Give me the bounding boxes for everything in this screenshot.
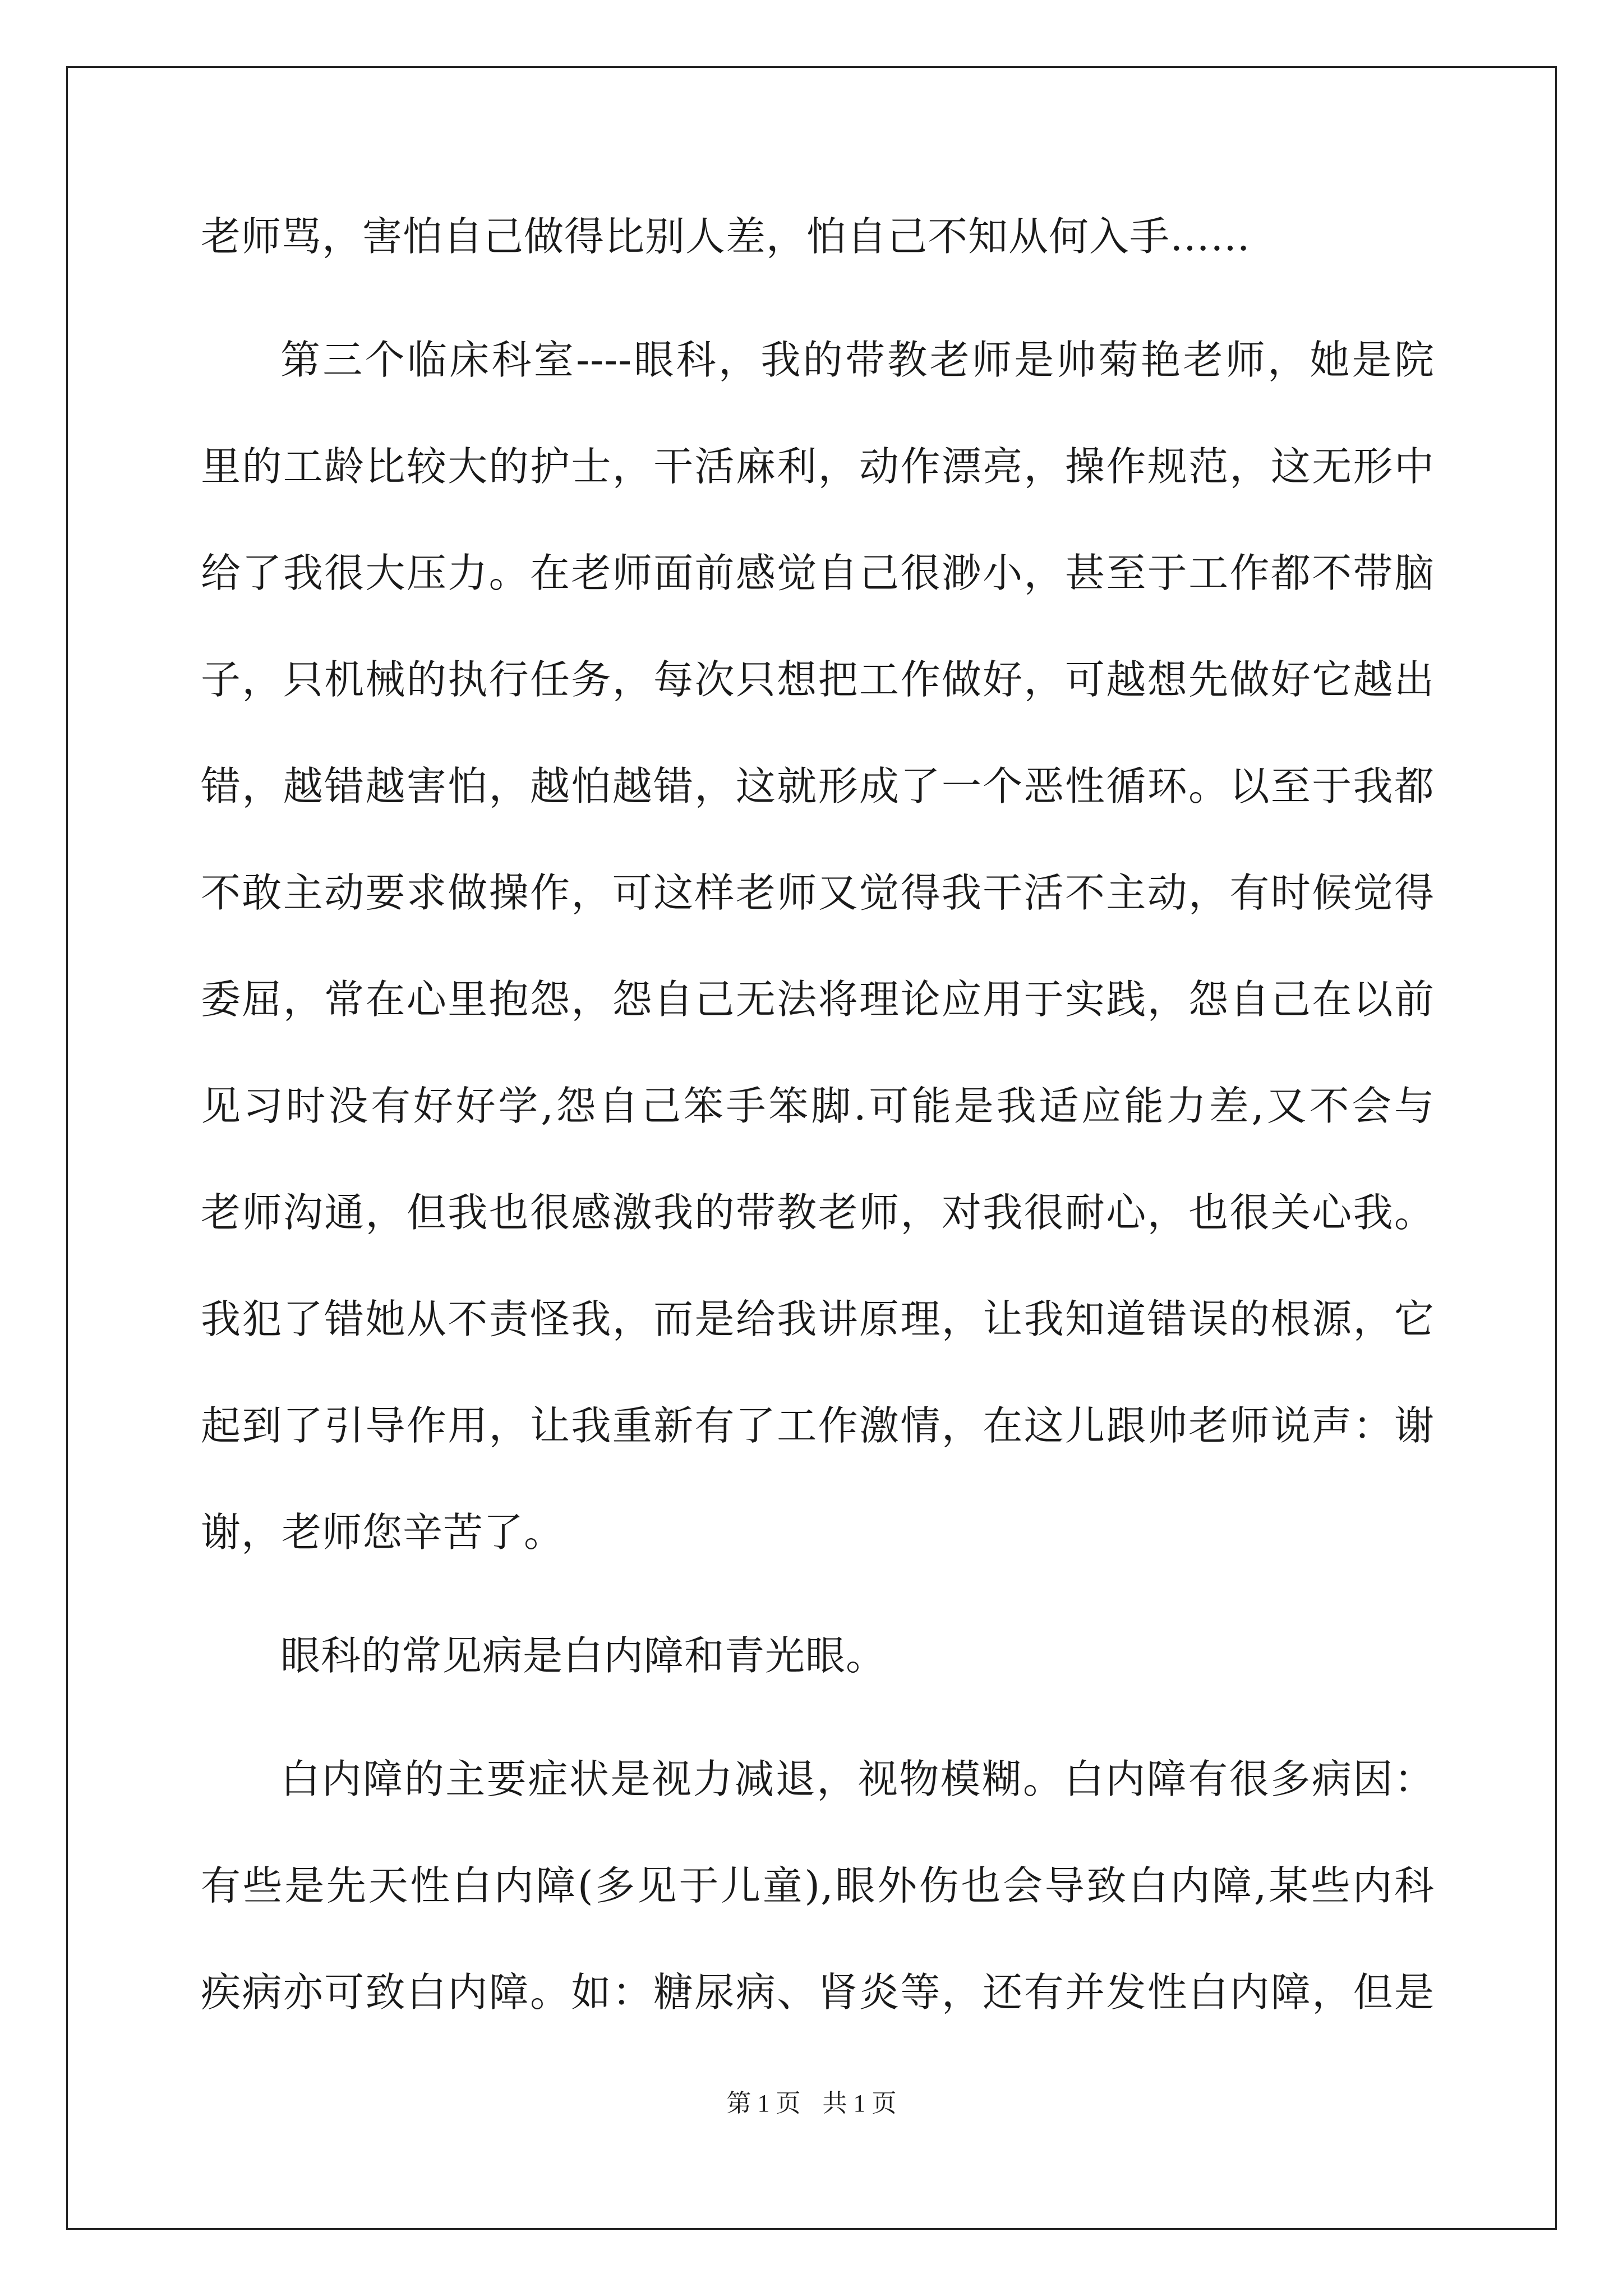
text-line-16: 有些是先天性白内障(多见于儿童),眼外伤也会导致白内障,某些内科 <box>201 1862 1435 1909</box>
page-total: 共 1 页 <box>822 2090 897 2117</box>
text-line-6: 错，越错越害怕，越怕越错，这就形成了一个恶性循环。以至于我都 <box>201 763 1435 809</box>
text-line-12: 起到了引导作用，让我重新有了工作激情，在这儿跟帅老师说声：谢 <box>201 1402 1435 1449</box>
text-line-9: 见习时没有好好学,怨自己笨手笨脚.可能是我适应能力差,又不会与 <box>201 1083 1435 1129</box>
text-line-13: 谢，老师您辛苦了。 <box>201 1509 565 1556</box>
text-line-5: 子，只机械的执行任务，每次只想把工作做好，可越想先做好它越出 <box>201 656 1435 703</box>
text-line-15: 白内障的主要症状是视力减退，视物模糊。白内障有很多病因： <box>280 1756 1435 1802</box>
text-line-14: 眼科的常见病是白内障和青光眼。 <box>280 1632 887 1679</box>
text-line-3: 里的工龄比较大的护士，干活麻利，动作漂亮，操作规范，这无形中 <box>201 443 1435 490</box>
text-line-10: 老师沟通，但我也很感激我的带教老师，对我很耐心，也很关心我。 <box>201 1189 1435 1236</box>
page-number: 第 1 页 <box>726 2090 801 2117</box>
text-line-17: 疾病亦可致白内障。如：糖尿病、肾炎等，还有并发性白内障，但是 <box>201 1969 1435 2016</box>
text-line-4: 给了我很大压力。在老师面前感觉自己很渺小，甚至于工作都不带脑 <box>201 550 1435 596</box>
text-line-11: 我犯了错她从不责怪我，而是给我讲原理，让我知道错误的根源，它 <box>201 1296 1435 1342</box>
text-line-1: 老师骂，害怕自己做得比别人差，怕自己不知从何入手…… <box>201 213 1251 260</box>
text-line-7: 不敢主动要求做操作，可这样老师又觉得我干活不主动，有时候觉得 <box>201 869 1435 916</box>
text-line-8: 委屈，常在心里抱怨，怨自己无法将理论应用于实践，怨自己在以前 <box>201 976 1435 1023</box>
text-line-2: 第三个临床科室----眼科，我的带教老师是帅菊艳老师，她是院 <box>280 337 1435 383</box>
page-footer <box>0 2087 1623 2120</box>
